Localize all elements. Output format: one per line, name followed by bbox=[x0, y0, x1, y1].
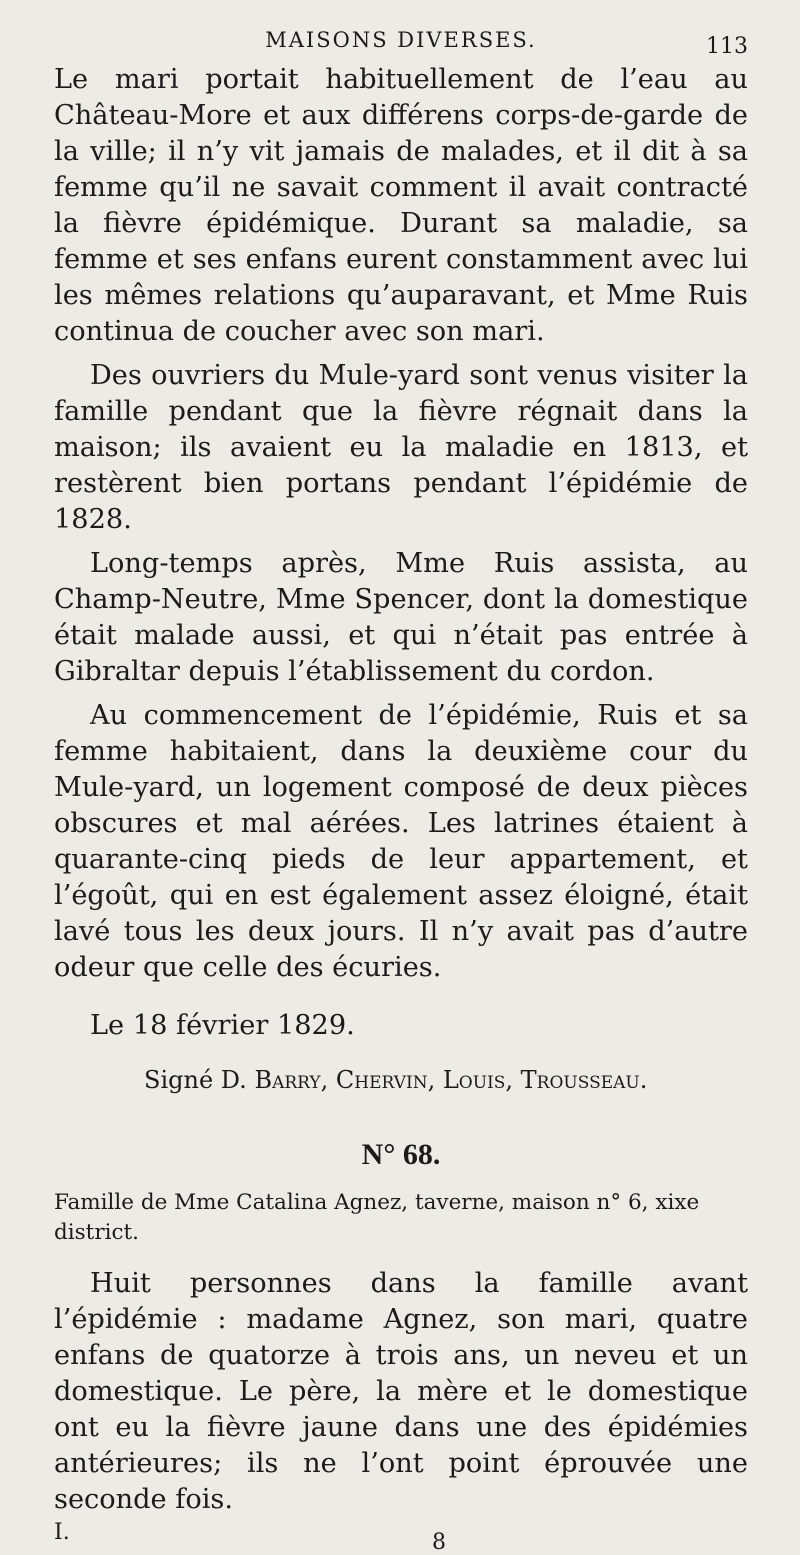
section-subheading: Famille de Mme Catalina Agnez, taverne, maison n° 6, xixe district. bbox=[54, 1190, 700, 1245]
page-header bbox=[54, 28, 748, 58]
signed-names: Barry, Chervin, Louis, Trousseau. bbox=[254, 1066, 648, 1094]
paragraph-5: Huit personnes dans la famille avant l’épidémie : madame Agnez, son mari, quatre enfans de quatorze à trois ans, un neveu et un domestique. Le père, la mère et le domestique ont eu la fièvre jaune dans une des épidémies antérieures; ils ne l’ont point éprouvée une seconde fois. bbox=[54, 1268, 748, 1515]
paragraph-4: Au commencement de l’épidémie, Ruis et sa femme habitaient, dans la deuxième cour du Mule-yard, un logement composé de deux pièces obscures et mal aérées. Les latrines étaient à quarante-cinq pieds de leur appartement, et l’égoût, qui en est également assez éloigné, était lavé tous les deux jours. Il n’y avait pas d’autre odeur que celle des écuries. bbox=[54, 700, 748, 983]
paragraph-2: Des ouvriers du Mule-yard sont venus visiter la famille pendant que la fièvre régnait dans la maison; ils avaient eu la maladie en 1813, et restèrent bien portans pendant l’épidémie de 1828. bbox=[54, 360, 748, 535]
signature-mark: I. bbox=[54, 1520, 70, 1545]
section-number: N° 68. bbox=[361, 1138, 441, 1171]
signature-line bbox=[54, 1062, 748, 1098]
paragraph-3: Long-temps après, Mme Ruis assista, au Champ-Neutre, Mme Spencer, dont la domestique était malade aussi, et qui n’était pas entrée à Gibraltar depuis l’établissement du cordon. bbox=[54, 548, 748, 687]
signed-prefix: Signé D. bbox=[144, 1066, 247, 1094]
date-line: Le 18 février 1829. bbox=[90, 1010, 355, 1041]
sheet-number: 8 bbox=[432, 1530, 446, 1555]
running-title: MAISONS DIVERSES. bbox=[265, 28, 537, 52]
page-number: 113 bbox=[706, 34, 748, 59]
page-footer bbox=[54, 1520, 748, 1555]
paragraph-1: Le mari portait habituellement de l’eau au Château-More et aux différens corps-de-garde de la ville; il n’y vit jamais de malades, et il dit à sa femme qu’il ne savait comment il avait contracté la fièvre épidémique. Durant sa maladie, sa femme et ses enfans eurent constamment avec lui les mêmes relations qu’auparavant, et Mme Ruis continua de coucher avec son mari. bbox=[54, 64, 748, 347]
